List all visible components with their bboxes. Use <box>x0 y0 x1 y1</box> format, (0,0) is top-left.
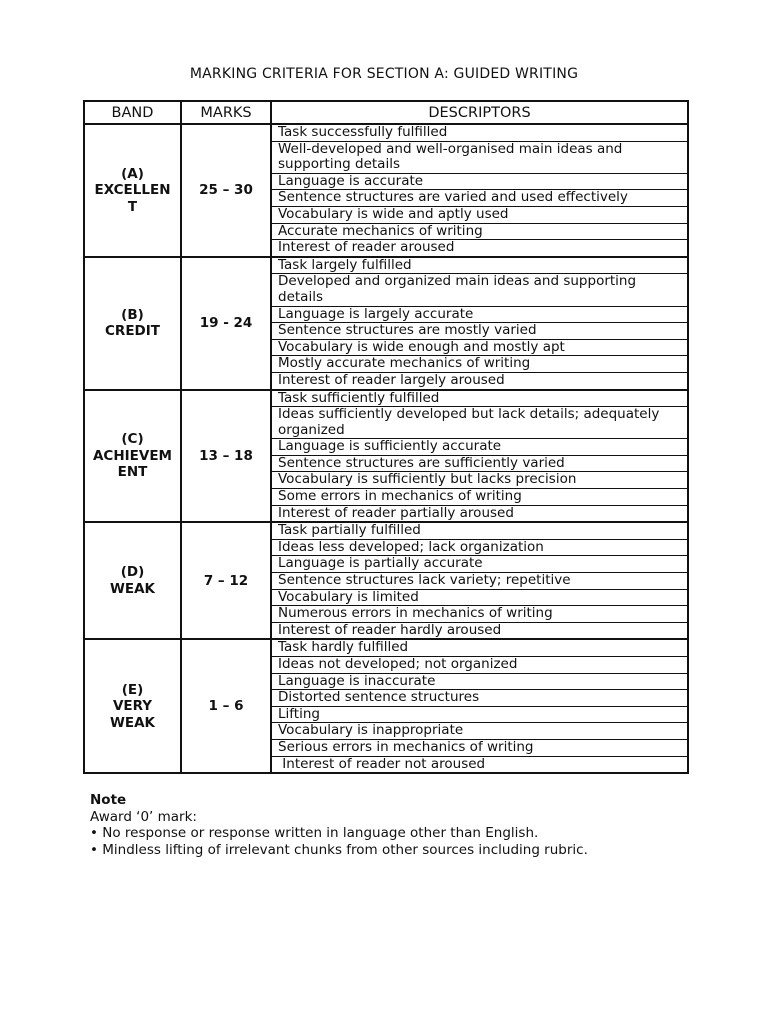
descriptor-item: Sentence structures are sufficiently varied <box>272 456 687 473</box>
note-title: Note <box>90 792 127 808</box>
descriptor-item: Task sufficiently fulfilled <box>272 391 687 408</box>
band-label: (C) <box>121 431 144 448</box>
descriptor-item: Vocabulary is limited <box>272 590 687 607</box>
descriptor-item: Language is partially accurate <box>272 556 687 573</box>
band-label: WEAK <box>109 580 156 597</box>
marks-cell: 13 – 18 <box>181 390 271 523</box>
descriptor-item: Vocabulary is wide enough and mostly apt <box>272 340 687 357</box>
descriptor-item: Language is inaccurate <box>272 674 687 691</box>
descriptor-item: Mostly accurate mechanics of writing <box>272 356 687 373</box>
descriptor-item: Interest of reader hardly aroused <box>278 621 502 638</box>
descriptor-item: Ideas not developed; not organized <box>272 657 687 674</box>
marks-cell: 19 - 24 <box>181 257 271 390</box>
descriptors-cell <box>271 257 688 390</box>
band-cell <box>84 124 181 257</box>
descriptor-item: Language is sufficiently accurate <box>272 439 687 456</box>
descriptor-item: Task largely fulfilled <box>272 258 687 275</box>
table-header-row <box>84 101 688 124</box>
descriptor-list <box>272 258 687 389</box>
descriptor-item: Language is accurate <box>272 174 687 191</box>
band-row <box>84 124 688 257</box>
descriptor-item: Interest of reader not aroused <box>278 755 486 772</box>
descriptor-item: Sentence structures are varied and used effectively <box>272 190 687 207</box>
descriptors-cell <box>271 522 688 639</box>
descriptor-item: Sentence structures are mostly varied <box>272 323 687 340</box>
descriptor-item: Task partially fulfilled <box>272 523 687 540</box>
band-label: WEAK <box>109 714 156 731</box>
marks-cell: 25 – 30 <box>181 124 271 257</box>
header-marks: MARKS <box>181 101 271 124</box>
descriptor-item: Vocabulary is sufficiently but lacks precision <box>272 472 687 489</box>
page-title: MARKING CRITERIA FOR SECTION A: GUIDED WRITING <box>189 66 579 82</box>
descriptor-item: Accurate mechanics of writing <box>272 224 687 241</box>
marks-cell: 1 – 6 <box>181 639 271 773</box>
band-row <box>84 390 688 523</box>
descriptor-item: Vocabulary is inappropriate <box>272 723 687 740</box>
descriptor-item: Developed and organized main ideas and supporting details <box>272 274 687 306</box>
descriptor-item: Some errors in mechanics of writing <box>272 489 687 506</box>
band-row <box>84 639 688 773</box>
descriptor-list <box>272 391 687 522</box>
header-descriptors: DESCRIPTORS <box>271 101 688 124</box>
band-label: (E) <box>121 681 144 698</box>
band-label: (B) <box>121 306 144 323</box>
band-cell <box>84 522 181 639</box>
descriptor-list <box>272 640 687 772</box>
descriptor-item: Interest of reader aroused <box>278 239 455 256</box>
descriptor-item: Vocabulary is wide and aptly used <box>272 207 687 224</box>
marking-criteria-table <box>83 100 689 774</box>
descriptor-list <box>272 523 687 638</box>
note-bullet-2: • Mindless lifting of irrelevant chunks from other sources including rubric. <box>90 841 588 858</box>
band-label: (A) <box>121 165 144 182</box>
descriptors-cell <box>271 124 688 257</box>
descriptor-item: Language is largely accurate <box>272 307 687 324</box>
band-cell <box>84 257 181 390</box>
band-label: EXCELLEN <box>94 182 171 199</box>
band-label: T <box>127 198 138 215</box>
note-intro: Award ‘0’ mark: <box>90 808 197 825</box>
descriptor-item: Interest of reader largely aroused <box>278 371 505 388</box>
band-row <box>84 257 688 390</box>
descriptor-item: Well-developed and well-organised main ideas and supporting details <box>272 142 687 174</box>
band-row <box>84 522 688 639</box>
descriptor-item: Interest of reader partially aroused <box>278 504 514 521</box>
band-cell <box>84 390 181 523</box>
band-label: VERY <box>112 698 153 715</box>
band-label: ENT <box>117 464 148 481</box>
descriptor-item: Ideas less developed; lack organization <box>272 540 687 557</box>
marks-cell: 7 – 12 <box>181 522 271 639</box>
band-label: (D) <box>120 564 145 581</box>
descriptor-item: Sentence structures lack variety; repetitive <box>272 573 687 590</box>
descriptor-item: Distorted sentence structures <box>272 690 687 707</box>
descriptors-cell <box>271 639 688 773</box>
descriptor-list <box>272 125 687 256</box>
note-bullet-1: • No response or response written in language other than English. <box>90 825 539 841</box>
descriptor-item: Ideas sufficiently developed but lack details; adequately organized <box>272 407 687 439</box>
descriptor-item: Serious errors in mechanics of writing <box>272 740 687 757</box>
descriptor-item: Task hardly fulfilled <box>272 640 687 657</box>
header-band: BAND <box>84 101 181 124</box>
descriptor-item: Task successfully fulfilled <box>272 125 687 142</box>
band-cell <box>84 639 181 773</box>
note-section <box>90 792 710 858</box>
descriptor-item: Numerous errors in mechanics of writing <box>272 606 687 623</box>
descriptor-item: Lifting <box>272 707 687 724</box>
band-label: ACHIEVEM <box>92 447 172 464</box>
descriptors-cell <box>271 390 688 523</box>
band-label: CREDIT <box>105 323 160 340</box>
